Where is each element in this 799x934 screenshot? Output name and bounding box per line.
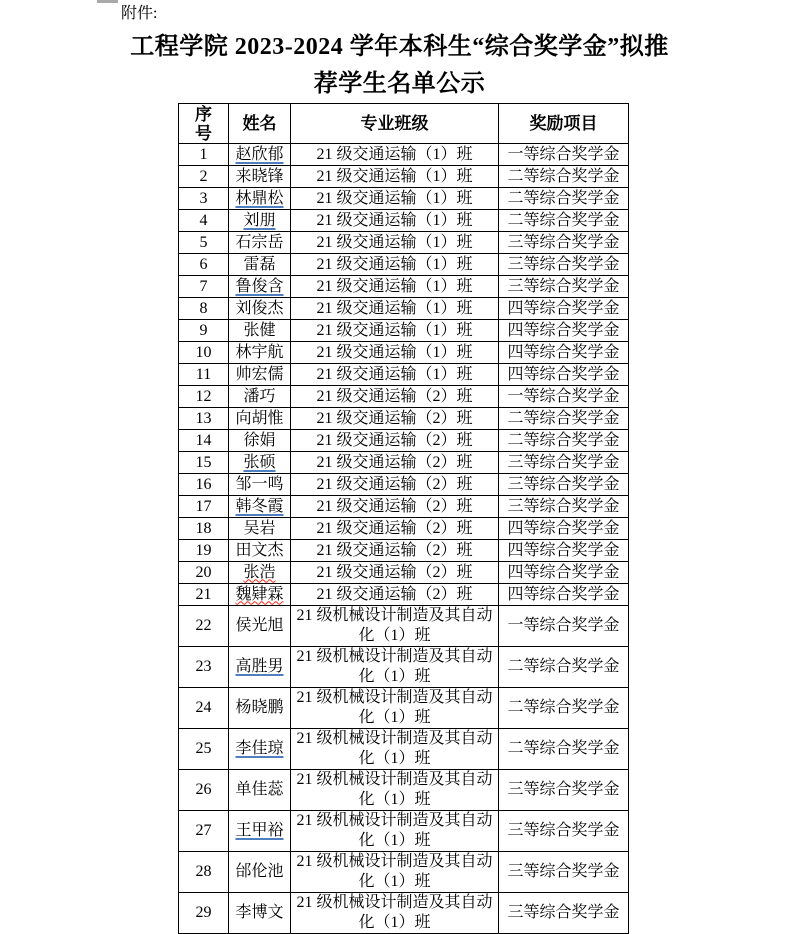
major-class	[291, 408, 499, 430]
major-class	[291, 166, 499, 188]
award-item	[499, 320, 629, 342]
row-index	[179, 386, 229, 408]
award-item	[499, 276, 629, 298]
award-item	[499, 518, 629, 540]
table-row	[179, 298, 629, 320]
award-item	[499, 729, 629, 770]
award-item-text: 三等综合奖学金	[507, 277, 620, 295]
award-item	[499, 496, 629, 518]
student-name-text: 石宗岳	[235, 233, 284, 251]
award-item	[499, 364, 629, 386]
student-name-text: 韩冬霞	[235, 497, 284, 515]
title-line-1: 工程学院 2023-2024 学年本科生“综合奖学金”拟推	[130, 34, 669, 60]
major-class	[291, 210, 499, 232]
award-item	[499, 474, 629, 496]
major-class-text: 21 级交通运输（1）班	[316, 145, 473, 163]
major-class	[291, 474, 499, 496]
major-class-text: 21 级机械设计制造及其自动化（1）班	[296, 689, 493, 726]
student-name	[229, 811, 291, 852]
student-name	[229, 276, 291, 298]
major-class-text: 21 级机械设计制造及其自动化（1）班	[296, 853, 493, 890]
major-class	[291, 852, 499, 893]
student-name-text: 林宇航	[235, 343, 284, 361]
student-name-text: 张健	[243, 321, 276, 339]
student-name-text: 帅宏儒	[235, 365, 284, 383]
award-item-text: 四等综合奖学金	[507, 563, 620, 581]
student-name	[229, 729, 291, 770]
major-class	[291, 254, 499, 276]
student-name	[229, 496, 291, 518]
award-item-text: 四等综合奖学金	[507, 299, 620, 317]
row-index	[179, 254, 229, 276]
table-row	[179, 474, 629, 496]
major-class	[291, 320, 499, 342]
row-index	[179, 893, 229, 934]
table-row	[179, 452, 629, 474]
award-item	[499, 342, 629, 364]
student-name-text: 邰伦池	[235, 863, 284, 880]
major-class	[291, 342, 499, 364]
row-index-text: 10	[195, 343, 212, 361]
row-index	[179, 298, 229, 320]
table-row	[179, 688, 629, 729]
student-name-text: 李博文	[235, 904, 284, 921]
major-class-text: 21 级机械设计制造及其自动化（1）班	[296, 771, 493, 808]
major-class-text: 21 级交通运输（2）班	[316, 497, 473, 515]
table-row	[179, 166, 629, 188]
student-name	[229, 386, 291, 408]
row-index	[179, 770, 229, 811]
student-name-text: 鲁俊含	[235, 277, 284, 295]
major-class	[291, 770, 499, 811]
row-index-text: 4	[199, 211, 208, 229]
award-item	[499, 811, 629, 852]
award-item-text: 一等综合奖学金	[507, 145, 620, 163]
student-name	[229, 688, 291, 729]
row-index	[179, 430, 229, 452]
major-class-text: 21 级交通运输（1）班	[316, 365, 473, 383]
award-item-text: 三等综合奖学金	[507, 863, 620, 880]
award-item	[499, 188, 629, 210]
major-class-text: 21 级交通运输（2）班	[316, 453, 473, 471]
award-item-text: 四等综合奖学金	[507, 541, 620, 559]
row-index-text: 18	[195, 519, 212, 537]
row-index-text: 23	[195, 658, 212, 675]
row-index-text: 20	[195, 563, 212, 581]
award-item	[499, 452, 629, 474]
row-index	[179, 584, 229, 606]
award-item	[499, 166, 629, 188]
student-name	[229, 852, 291, 893]
student-name-text: 刘俊杰	[235, 299, 284, 317]
award-item	[499, 232, 629, 254]
major-class	[291, 496, 499, 518]
major-class	[291, 606, 499, 647]
row-index	[179, 232, 229, 254]
row-index	[179, 276, 229, 298]
award-item	[499, 540, 629, 562]
award-item-text: 二等综合奖学金	[507, 740, 620, 757]
student-name-text: 潘巧	[243, 387, 276, 405]
student-name	[229, 770, 291, 811]
major-class-text: 21 级交通运输（2）班	[316, 563, 473, 581]
student-name-text: 王甲裕	[235, 822, 284, 839]
major-class-text: 21 级交通运输（2）班	[316, 431, 473, 449]
row-index	[179, 166, 229, 188]
award-item	[499, 647, 629, 688]
major-class	[291, 811, 499, 852]
student-name	[229, 584, 291, 606]
table-row	[179, 188, 629, 210]
row-index	[179, 342, 229, 364]
row-index	[179, 647, 229, 688]
row-index-text: 19	[195, 541, 212, 559]
row-index	[179, 144, 229, 166]
row-index	[179, 210, 229, 232]
major-class-text: 21 级交通运输（1）班	[316, 167, 473, 185]
student-name	[229, 452, 291, 474]
row-index	[179, 852, 229, 893]
student-name-text: 来晓锋	[235, 167, 284, 185]
table-row	[179, 232, 629, 254]
award-item-text: 四等综合奖学金	[507, 365, 620, 383]
award-item-text: 四等综合奖学金	[507, 519, 620, 537]
major-class-text: 21 级交通运输（2）班	[316, 585, 473, 603]
award-item-text: 四等综合奖学金	[507, 321, 620, 339]
header-name: 姓名	[229, 104, 291, 144]
student-name-text: 吴岩	[243, 519, 276, 537]
major-class	[291, 276, 499, 298]
major-class	[291, 364, 499, 386]
award-item-text: 三等综合奖学金	[507, 255, 620, 273]
row-index	[179, 496, 229, 518]
major-class-text: 21 级交通运输（1）班	[316, 211, 473, 229]
table-row	[179, 811, 629, 852]
student-name	[229, 342, 291, 364]
student-name-text: 雷磊	[243, 255, 276, 273]
major-class-text: 21 级机械设计制造及其自动化（1）班	[296, 607, 493, 644]
major-class	[291, 144, 499, 166]
title-line-2: 荐学生名单公示	[313, 71, 486, 97]
table-row	[179, 496, 629, 518]
page-edge-mark	[97, 0, 118, 3]
table-row	[179, 770, 629, 811]
award-item	[499, 254, 629, 276]
award-item	[499, 298, 629, 320]
table-row	[179, 584, 629, 606]
table-header-row	[179, 104, 629, 144]
row-index	[179, 364, 229, 386]
row-index	[179, 811, 229, 852]
table-row	[179, 210, 629, 232]
major-class-text: 21 级交通运输（2）班	[316, 519, 473, 537]
major-class-text: 21 级机械设计制造及其自动化（1）班	[296, 648, 493, 685]
major-class	[291, 584, 499, 606]
row-index-text: 2	[199, 167, 208, 185]
student-name-text: 张浩	[243, 563, 276, 581]
major-class	[291, 188, 499, 210]
student-name	[229, 298, 291, 320]
row-index	[179, 452, 229, 474]
student-name-text: 侯光旭	[235, 617, 284, 634]
award-item	[499, 852, 629, 893]
table-row	[179, 540, 629, 562]
award-item	[499, 606, 629, 647]
award-item	[499, 210, 629, 232]
student-name-text: 李佳琼	[235, 740, 284, 757]
table-row	[179, 852, 629, 893]
student-name-text: 田文杰	[235, 541, 284, 559]
award-item-text: 一等综合奖学金	[507, 617, 620, 634]
row-index-text: 29	[195, 904, 212, 921]
row-index-text: 27	[195, 822, 212, 839]
student-name	[229, 188, 291, 210]
document-title	[0, 29, 799, 103]
row-index-text: 14	[195, 431, 212, 449]
student-name	[229, 408, 291, 430]
table-row	[179, 606, 629, 647]
row-index	[179, 320, 229, 342]
row-index	[179, 474, 229, 496]
student-name	[229, 474, 291, 496]
student-name-text: 高胜男	[235, 658, 284, 675]
header-award: 奖励项目	[499, 104, 629, 144]
row-index-text: 1	[199, 145, 208, 163]
table-row	[179, 254, 629, 276]
major-class	[291, 298, 499, 320]
major-class-text: 21 级交通运输（1）班	[316, 189, 473, 207]
award-item-text: 三等综合奖学金	[507, 822, 620, 839]
award-item-text: 二等综合奖学金	[507, 167, 620, 185]
row-index-text: 6	[199, 255, 208, 273]
award-item-text: 三等综合奖学金	[507, 497, 620, 515]
row-index-text: 9	[199, 321, 208, 339]
student-name-text: 张硕	[243, 453, 276, 471]
student-name	[229, 364, 291, 386]
row-index	[179, 408, 229, 430]
major-class	[291, 688, 499, 729]
award-item-text: 三等综合奖学金	[507, 233, 620, 251]
student-name	[229, 430, 291, 452]
major-class-text: 21 级交通运输（1）班	[316, 299, 473, 317]
student-name-text: 林鼎松	[235, 189, 284, 207]
row-index-text: 11	[195, 365, 212, 383]
table-row	[179, 342, 629, 364]
table-row	[179, 364, 629, 386]
major-class-text: 21 级交通运输（2）班	[316, 409, 473, 427]
award-item-text: 二等综合奖学金	[507, 189, 620, 207]
student-name-text: 刘朋	[243, 211, 276, 229]
table-row	[179, 144, 629, 166]
row-index-text: 7	[199, 277, 208, 295]
row-index-text: 24	[195, 699, 212, 716]
major-class	[291, 232, 499, 254]
header-class: 专业班级	[291, 104, 499, 144]
attachment-label: 附件:	[121, 5, 158, 22]
major-class-text: 21 级机械设计制造及其自动化（1）班	[296, 730, 493, 767]
student-name	[229, 518, 291, 540]
award-item-text: 四等综合奖学金	[507, 585, 620, 603]
student-name	[229, 606, 291, 647]
scholarship-table	[178, 103, 629, 934]
row-index-text: 28	[195, 863, 212, 880]
award-item	[499, 562, 629, 584]
row-index	[179, 518, 229, 540]
row-index-text: 12	[195, 387, 212, 405]
row-index-text: 3	[199, 189, 208, 207]
award-item	[499, 584, 629, 606]
row-index-text: 21	[195, 585, 212, 603]
row-index-text: 17	[195, 497, 212, 515]
table-row	[179, 647, 629, 688]
row-index	[179, 688, 229, 729]
major-class	[291, 452, 499, 474]
table-row	[179, 386, 629, 408]
major-class	[291, 562, 499, 584]
student-name	[229, 210, 291, 232]
row-index-text: 26	[195, 781, 212, 798]
student-name-text: 赵欣郁	[235, 145, 284, 163]
student-name-text: 魏肄霖	[235, 585, 284, 603]
student-name	[229, 540, 291, 562]
award-item-text: 四等综合奖学金	[507, 343, 620, 361]
row-index-text: 5	[199, 233, 208, 251]
award-item-text: 二等综合奖学金	[507, 431, 620, 449]
student-name-text: 徐娟	[243, 431, 276, 449]
table-row	[179, 408, 629, 430]
table-row	[179, 430, 629, 452]
major-class-text: 21 级交通运输（2）班	[316, 387, 473, 405]
student-name	[229, 254, 291, 276]
header-index: 序号	[179, 104, 229, 144]
student-name	[229, 562, 291, 584]
award-item-text: 三等综合奖学金	[507, 904, 620, 921]
student-name	[229, 166, 291, 188]
row-index-text: 13	[195, 409, 212, 427]
major-class-text: 21 级机械设计制造及其自动化（1）班	[296, 812, 493, 849]
table-row	[179, 276, 629, 298]
row-index-text: 22	[195, 617, 212, 634]
row-index	[179, 729, 229, 770]
table-row	[179, 320, 629, 342]
row-index	[179, 562, 229, 584]
major-class	[291, 729, 499, 770]
table-row	[179, 893, 629, 934]
award-item-text: 三等综合奖学金	[507, 475, 620, 493]
award-item	[499, 430, 629, 452]
award-item-text: 三等综合奖学金	[507, 453, 620, 471]
student-name-text: 单佳蕊	[235, 781, 284, 798]
major-class	[291, 893, 499, 934]
row-index-text: 25	[195, 740, 212, 757]
table-row	[179, 562, 629, 584]
major-class-text: 21 级交通运输（1）班	[316, 321, 473, 339]
row-index-text: 8	[199, 299, 208, 317]
row-index-text: 15	[195, 453, 212, 471]
major-class-text: 21 级交通运输（1）班	[316, 233, 473, 251]
major-class	[291, 540, 499, 562]
major-class-text: 21 级机械设计制造及其自动化（1）班	[296, 894, 493, 931]
award-item-text: 一等综合奖学金	[507, 387, 620, 405]
award-item	[499, 408, 629, 430]
award-item	[499, 386, 629, 408]
major-class	[291, 430, 499, 452]
award-item	[499, 893, 629, 934]
award-item	[499, 688, 629, 729]
major-class-text: 21 级交通运输（1）班	[316, 343, 473, 361]
row-index-text: 16	[195, 475, 212, 493]
major-class-text: 21 级交通运输（1）班	[316, 277, 473, 295]
award-item-text: 二等综合奖学金	[507, 409, 620, 427]
major-class	[291, 386, 499, 408]
award-item-text: 三等综合奖学金	[507, 781, 620, 798]
student-name	[229, 320, 291, 342]
student-name-text: 杨晓鹏	[235, 699, 284, 716]
major-class-text: 21 级交通运输（1）班	[316, 255, 473, 273]
student-name-text: 向胡惟	[235, 409, 284, 427]
award-item-text: 二等综合奖学金	[507, 699, 620, 716]
table-row	[179, 518, 629, 540]
award-item-text: 二等综合奖学金	[507, 211, 620, 229]
major-class	[291, 518, 499, 540]
major-class	[291, 647, 499, 688]
award-item	[499, 770, 629, 811]
student-name	[229, 144, 291, 166]
major-class-text: 21 级交通运输（2）班	[316, 475, 473, 493]
student-name	[229, 893, 291, 934]
row-index	[179, 606, 229, 647]
student-name	[229, 647, 291, 688]
row-index	[179, 188, 229, 210]
award-item	[499, 144, 629, 166]
table-row	[179, 729, 629, 770]
student-name-text: 邹一鸣	[235, 475, 284, 493]
row-index	[179, 540, 229, 562]
student-name	[229, 232, 291, 254]
award-item-text: 二等综合奖学金	[507, 658, 620, 675]
major-class-text: 21 级交通运输（2）班	[316, 541, 473, 559]
